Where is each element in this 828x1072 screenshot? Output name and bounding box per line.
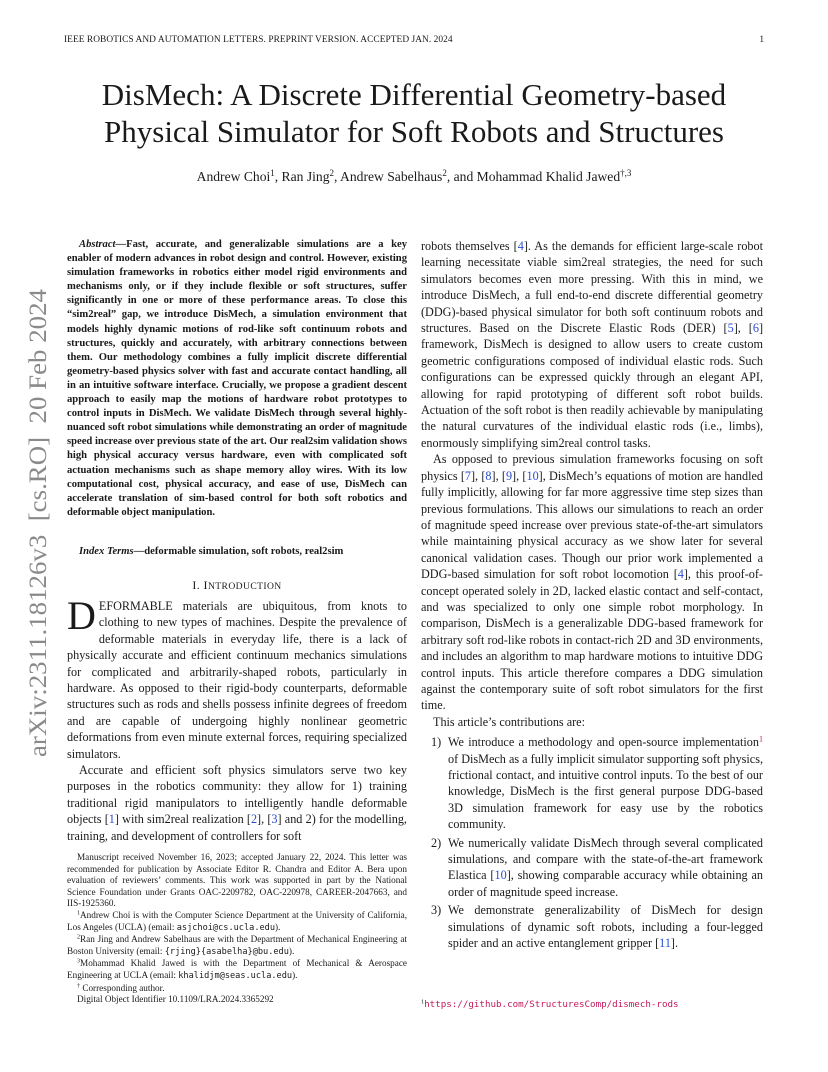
doi-line: Digital Object Identifier 10.1109/LRA.2024.3365292 [77, 994, 274, 1005]
repository-link[interactable]: https://github.com/StructuresComp/dismech-rods [424, 999, 679, 1010]
arxiv-stamp-text: arXiv:2311.18126v3 [cs.RO] 20 Feb 2024 [23, 313, 52, 757]
footnote: $^2$Ran Jing and Andrew Sabelhaus are with the Department of Mechanical Engineering at Boston University (email: {rjing}{asabelha}@bu.edu). [67, 934, 407, 957]
author-list [40, 169, 788, 185]
citation-link[interactable]: 7 [464, 468, 471, 483]
paragraph: robots themselves [4]. As the demands for efficient large-scale robot learning necessitate viable sim2real strategies, the need for such simulators becomes even more pressing. With this in mind, we introduce DisMech, a full end-to-end discrete differential geometry (DDG)-based physical simulator for both soft continuum robots and structures. Based on the Discrete Elastic Rods (DER) [5], [6] framework, DisMech is designed to allow users to create custom geometric configurations composed of individual elastic rods. Such configurations can be expressed quickly through an elegant API, allowing for rapid prototyping of different soft robot builds. Actuation of the soft robot is then readily achievable by manipulating the natural curvatures of the individual elastic rods (i.e., limbs), enormously simplifying sim2real control tasks. [421, 239, 763, 450]
contributions-list [421, 734, 763, 951]
author-name: , and Mohammad Khalid Jawed [446, 169, 621, 184]
footnote: Manuscript received November 16, 2023; accepted January 22, 2024. This letter was recommended for publication by Associate Editor R. Chandra and Editor A. Bera upon evaluation of reviewers’ comments. This work was supported in part by the National Science Foundation under Grants OAC-2209782, OAC-220978, CAREER-2047663, and IIS-1925360. [67, 852, 407, 909]
affiliation-mark: 2 [329, 168, 334, 179]
citation-link[interactable]: 1 [108, 812, 115, 827]
list-item: 1) We introduce a methodology and open-source implementation$^1$ of DisMech as a fully implicit simulator supporting soft physics, frictional contact, and intuitive control inputs. To the best of our knowledge, DisMech is the first general purpose DDG-based 3D simulation framework for easy use by the robotics community. [431, 734, 763, 832]
title-line-1: DisMech: A Discrete Differential Geometry-based [101, 77, 727, 112]
list-item: 2) We numerically validate DisMech through several complicated simulations, and compare with the state-of-the-art framework Elastica [10], showing comparable accuracy while obtaining an order of magnitude speed increase. [431, 835, 763, 899]
index-terms-text: —deformable simulation, soft robots, real2sim [133, 546, 344, 557]
section-title: NTRODUCTION [207, 581, 282, 592]
list-item: 3) We demonstrate generalizability of DisMech for design simulations of dynamic soft robots, including a four-legged spider and an active entanglement gripper [11]. [431, 903, 763, 951]
index-terms-label: Index Terms [79, 546, 134, 557]
email-address: {rjing}{asabelha}@bu.edu [164, 946, 289, 957]
citation-link[interactable]: 11 [659, 936, 671, 951]
email-address: asjchoi@cs.ucla.edu [176, 922, 276, 933]
citation-link[interactable]: 6 [752, 321, 759, 336]
footnote: $^1$Andrew Choi is with the Computer Science Department at the University of California, Los Angeles (UCLA) (email: asjchoi@cs.ucla.edu). [67, 909, 407, 933]
section-heading [67, 578, 407, 593]
citation-link[interactable]: 4 [677, 567, 684, 582]
section-numeral: I. I [192, 578, 208, 592]
paragraph: Accurate and efficient soft physics simulators serve two key purposes in the robotics community: they allow for 1) training traditional rigid manipulators to intelligently handle deformable objects [1] with sim2real realization [2], [3] and 2) for the modelling, training, and development of controllers for soft [67, 763, 407, 843]
index-terms [67, 545, 407, 559]
footnote: † Corresponding author. [77, 982, 165, 993]
email-address: khalidjm@seas.ucla.edu [178, 970, 293, 981]
citation-link[interactable]: 3 [271, 812, 278, 827]
author-name: Andrew Choi [196, 169, 271, 184]
citation-link[interactable]: 8 [485, 468, 492, 483]
citation-link[interactable]: 9 [505, 468, 513, 483]
abstract-label: Abstract [79, 239, 116, 250]
arxiv-stamp [22, 287, 54, 757]
paragraph: As opposed to previous simulation frameworks focusing on soft physics [7], [8], [9], [10], DisMech’s equations of motion are handled fully implicitly, allowing for far more aggressive time step sizes than previous formulations. This allows our simulations to reach an order of magnitude speed increase over previous state-of-the-art simulators while maintaining physical accuracy as we show later for several canonical validation cases. Though our prior work implemented a DDG-based simulation for soft robot locomotion [4], this proof-of-concept operated solely in 2D, lacked elastic contact and self-contact, and was specialized to only one simple robot morphology. In comparison, DisMech is a generalizable DDG-based framework for arbitrary soft rod-like robots in contact-rich 2D and 3D environments, and includes an algorithm to map hardware motions to intuitive DDG control inputs. This article therefore compares a DDG simulation against the contemporary suite of soft robot simulators for the first time. [421, 452, 764, 713]
citation-link[interactable]: 10 [526, 468, 539, 483]
paper-title [40, 76, 788, 150]
author-name: , Ran Jing [274, 169, 330, 184]
paragraph: DEFORMABLE materials are ubiquitous, from knots to clothing to new types of machines. Despite the prevalence of deformable materials in everyday life, there is a lack of physically accurate and efficient continuum mechanics simulations for complicated and arbitrarily-shaped robots, particularly in hardware. As opposed to their rigid-body counterparts, deformable structures such as rods and shells possess infinite degrees of freedom and are capable of undergoing highly nonlinear geometric deformations from even minute external forces, requiring specialized simulators. [67, 593, 407, 761]
abstract-text: —Fast, accurate, and generalizable simulations are a key enabler of modern advances in robot design and control. However, existing simulation frameworks in robotics either model rigid environments and mechanisms only, or if they include flexible or soft structures, suffer significantly in one or more of these performance areas. To close this “sim2real” gap, we introduce DisMech, a simulation environment that models highly dynamic motions of rod-like soft continuum robots and structures, quickly and accurately, with arbitrary connections between them. Our methodology combines a fully implicit discrete differential geometry-based physics solver with fast and accurate contact handling, all in an intuitive software interface. Crucially, we propose a gradient descent approach to easily map the motions of hardware robot prototypes to control inputs in DisMech. We validate DisMech through several highly-nuanced soft robot simulations while demonstrating an order of magnitude speed increase over previous state of the art. Our real2sim validation shows high physical accuracy versus hardware, even with complicated soft actuation mechanisms such as shape memory alloy wires. With its low computational cost, physical accuracy, and ease of use, DisMech can accelerate translation of sim-based control for both soft robotics and deformable object manipulation. [67, 239, 407, 518]
affiliation-mark: †,3 [620, 168, 632, 179]
paragraph: This article’s contributions are: [433, 714, 585, 729]
footnote: $^3$Mohammad Khalid Jawed is with the Department of Mechanical & Aerospace Engineering at UCLA (email: khalidjm@seas.ucla.edu). [67, 958, 407, 981]
footnotes [67, 852, 407, 1006]
affiliation-mark: 2 [442, 168, 447, 179]
title-line-2: Physical Simulator for Soft Robots and Structures [104, 114, 724, 149]
introduction-text [67, 593, 407, 844]
footnote-link[interactable]: 1 [758, 734, 763, 744]
citation-link[interactable]: 5 [727, 321, 734, 336]
drop-cap: D [67, 593, 96, 638]
abstract [67, 238, 407, 520]
author-name: , Andrew Sabelhaus [334, 169, 443, 184]
page-number: 1 [759, 35, 764, 45]
running-header: IEEE ROBOTICS AND AUTOMATION LETTERS. PREPRINT VERSION. ACCEPTED JAN. 2024 [64, 35, 453, 45]
citation-link[interactable]: 4 [517, 239, 524, 253]
citation-link[interactable]: 2 [250, 812, 258, 827]
url-footnote: $^1$https://github.com/StructuresComp/dismech-rods [421, 998, 679, 1010]
right-column-text [421, 238, 763, 953]
affiliation-mark: 1 [270, 168, 275, 179]
citation-link[interactable]: 10 [494, 868, 507, 883]
